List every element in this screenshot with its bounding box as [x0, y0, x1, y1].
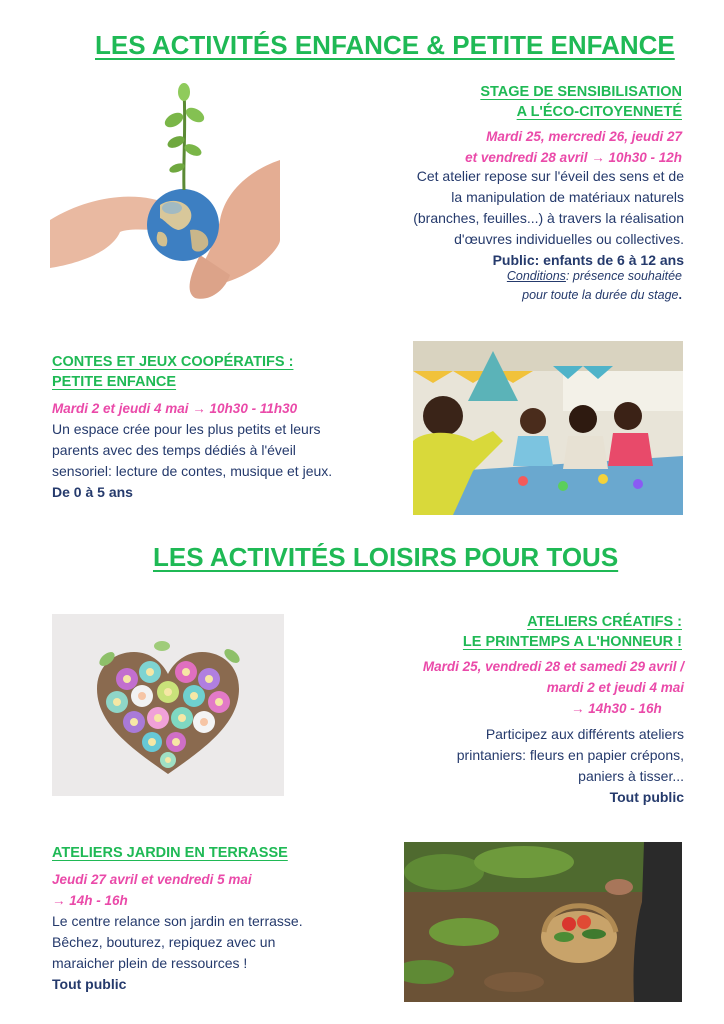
description-line: printaniers: fleurs en papier crépons, — [456, 747, 684, 763]
activity-audience: Tout public — [52, 976, 127, 992]
activity-date-line: → 14h - 16h — [52, 893, 128, 908]
description-line: Cet atelier repose sur l'éveil des sens et de — [416, 168, 684, 184]
activity-title-line: CONTES ET JEUX COOPÉRATIFS : — [52, 354, 294, 370]
activity-date-line: → 14h30 - 16h — [571, 701, 662, 716]
activity-date-line: Mardi 2 et jeudi 4 mai → 10h30 - 11h30 — [52, 401, 298, 416]
activity-eco-dates — [342, 126, 682, 168]
conditions-label: Conditions — [506, 269, 566, 283]
description-line: (branches, feuilles...) à travers la réalisation — [413, 210, 684, 226]
activity-audience: De 0 à 5 ans — [52, 484, 133, 500]
activity-title-line: LE PRINTEMPS A L'HONNEUR ! — [462, 634, 682, 650]
description-line: parents avec des temps dédiés à l'éveil — [52, 442, 296, 458]
conditions-end: . — [678, 288, 682, 302]
description-line: la manipulation de matériaux naturels — [451, 189, 684, 205]
activity-creatifs-time — [571, 698, 711, 719]
activity-date-line: Mardi 25, vendredi 28 et samedi 29 avril / — [422, 659, 684, 674]
activity-audience: Tout public — [609, 789, 684, 805]
activity-creatifs-description — [384, 724, 684, 808]
activity-eco-description — [344, 166, 684, 271]
activity-date-line: Mardi 25, mercredi 26, jeudi 27 — [486, 129, 682, 144]
activity-title-line: STAGE DE SENSIBILISATION — [480, 84, 682, 100]
description-line: paniers à tisser... — [578, 768, 684, 784]
description-line: Bêchez, bouturez, repiquez avec un — [52, 934, 276, 950]
globe-with-plant-image — [50, 80, 280, 302]
activity-eco-stage — [362, 82, 682, 122]
activity-title-line: ATELIERS JARDIN EN TERRASSE — [52, 845, 288, 861]
section-title-enfance: LES ACTIVITÉS ENFANCE & PETITE ENFANCE — [95, 30, 675, 60]
activity-date-line: mardi 2 et jeudi 4 mai — [546, 680, 684, 695]
section-title-loisirs: LES ACTIVITÉS LOISIRS POUR TOUS — [153, 542, 619, 572]
activity-creatifs — [352, 612, 682, 652]
activity-date-line: Jeudi 27 avril et vendredi 5 mai — [52, 872, 252, 887]
conditions-text: : présence souhaitée — [565, 269, 682, 283]
activity-creatifs-dates — [344, 656, 684, 698]
activity-title-line: A L'ÉCO-CITOYENNETÉ — [516, 104, 682, 120]
description-line: d'œuvres individuelles ou collectives. — [454, 231, 684, 247]
activity-contes — [52, 352, 392, 503]
activity-title-line: PETITE ENFANCE — [52, 374, 177, 390]
description-line: sensoriel: lecture de contes, musique et jeux. — [52, 463, 333, 479]
activity-title-line: ATELIERS CRÉATIFS : — [527, 614, 682, 630]
conditions-line2: pour toute la durée du stage — [522, 288, 679, 302]
activity-eco-conditions — [382, 267, 682, 305]
description-line: Un espace crée pour les plus petits et leurs — [52, 421, 321, 437]
vegetable-basket-garden-image — [404, 842, 682, 1002]
paper-flower-heart-image — [52, 614, 284, 796]
description-line: Le centre relance son jardin en terrasse. — [52, 913, 303, 929]
description-line: Participez aux différents ateliers — [485, 726, 684, 742]
children-classroom-image — [413, 341, 683, 515]
description-line: maraicher plein de ressources ! — [52, 955, 248, 971]
activity-audience: Public: enfants de 6 à 12 ans — [492, 252, 684, 268]
activity-jardin — [52, 843, 382, 995]
activity-date-line: et vendredi 28 avril → 10h30 - 12h — [465, 150, 682, 165]
